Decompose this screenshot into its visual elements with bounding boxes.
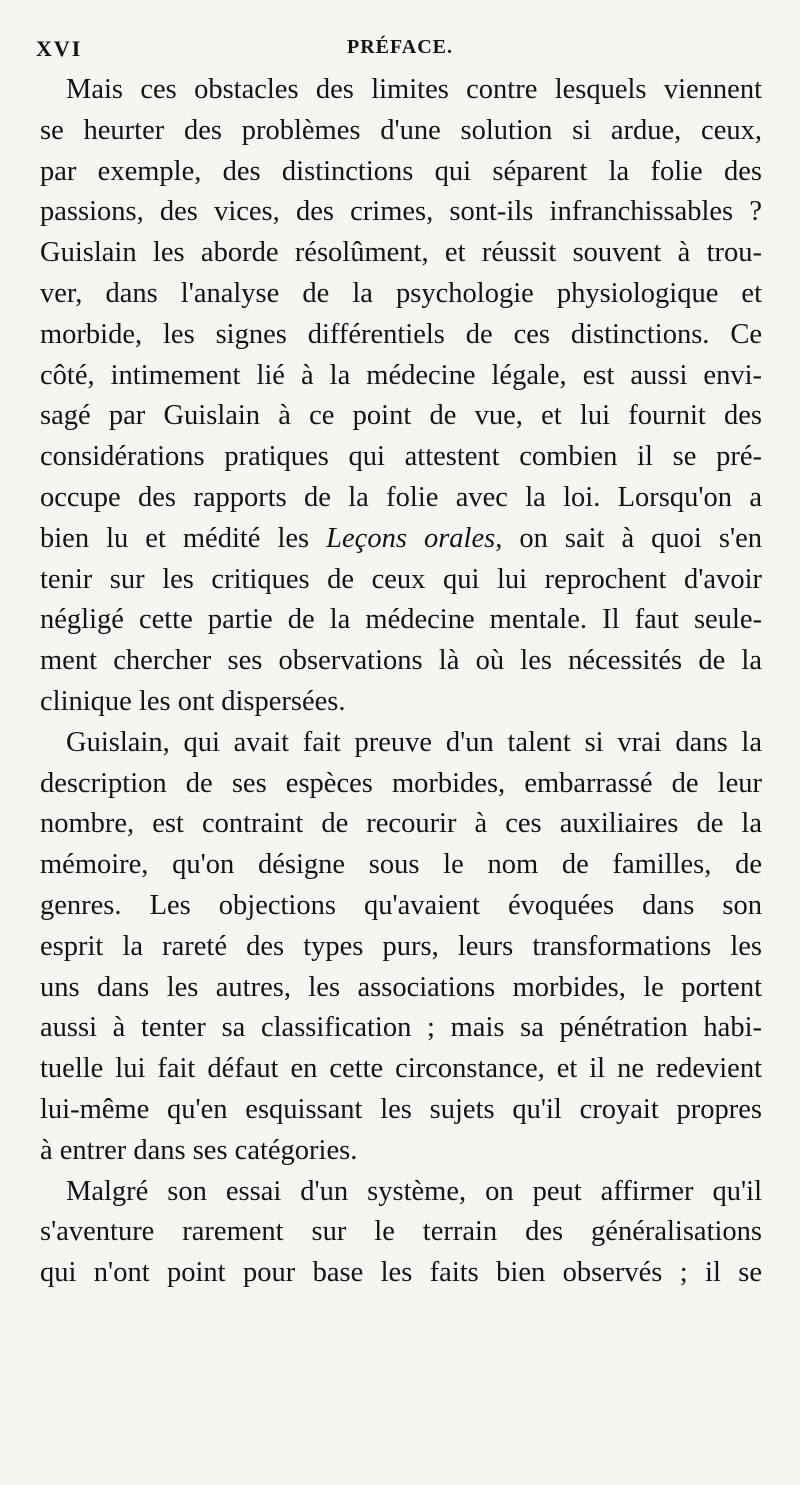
text-line: uns dans les autres, les associations morbides, le portent	[40, 971, 762, 1003]
text-line: Mais ces obstacles des limites contre lesquels viennent	[66, 74, 762, 105]
text-line: considérations pratiques qui attestent combien il se pré-	[40, 441, 762, 473]
text-line: esprit la rareté des types purs, leurs transformations les	[40, 930, 762, 962]
text-line: Malgré son essai d'un système, on peut affirmer qu'il	[66, 1175, 762, 1207]
text-line: genres. Les objections qu'avaient évoquées dans son	[40, 889, 762, 921]
text-line: passions, des vices, des crimes, sont-ils infranchissables ?	[40, 196, 762, 228]
text-line-with-title	[40, 519, 762, 560]
text-line: occupe des rapports de la folie avec la loi. Lorsqu'on a	[40, 481, 762, 513]
page-number: XVI	[36, 36, 83, 61]
paragraph-2	[40, 723, 762, 1172]
text-line: morbide, les signes différentiels de ces distinctions. Ce	[40, 318, 762, 350]
text-line: sagé par Guislain à ce point de vue, et lui fournit des	[40, 400, 762, 432]
page-header	[36, 36, 764, 66]
body-text	[40, 70, 762, 1294]
text-line: tuelle lui fait défaut en cette circonstance, et il ne redevient	[40, 1053, 762, 1085]
text-line: mémoire, qu'on désigne sous le nom de familles, de	[40, 849, 762, 881]
text-line: clinique les ont dispersées.	[40, 685, 346, 717]
text-line: s'aventure rarement sur le terrain des généralisations	[40, 1216, 762, 1248]
text-line: Guislain, qui avait fait preuve d'un talent si vrai dans la	[66, 726, 762, 758]
text-segment: bien lu et médité les	[40, 522, 327, 554]
paragraph-1	[40, 70, 762, 723]
text-line: ment chercher ses observations là où les nécessités de la	[40, 645, 762, 677]
text-line: se heurter des problèmes d'une solution si ardue, ceux,	[40, 114, 762, 146]
text-line: qui n'ont point pour base les faits bien observés ; il se	[40, 1257, 762, 1289]
text-line: aussi à tenter sa classification ; mais sa pénétration habi-	[40, 1012, 762, 1044]
text-line: à entrer dans ses catégories.	[40, 1134, 358, 1166]
running-title: PRÉFACE.	[347, 36, 453, 58]
text-line: ver, dans l'analyse de la psychologie physiologique et	[40, 277, 762, 309]
paragraph-3	[40, 1172, 762, 1294]
text-line: lui-même qu'en esquissant les sujets qu'il croyait propres	[40, 1093, 762, 1125]
text-line: tenir sur les critiques de ceux qui lui reprochent d'avoir	[40, 563, 762, 595]
text-line: Guislain les aborde résolûment, et réussit souvent à trou-	[40, 237, 762, 269]
text-line: nombre, est contraint de recourir à ces auxiliaires de la	[40, 808, 762, 840]
text-line: négligé cette partie de la médecine mentale. Il faut seule-	[40, 604, 762, 636]
text-line: description de ses espèces morbides, embarrassé de leur	[40, 767, 762, 799]
text-line: côté, intimement lié à la médecine légale, est aussi envi-	[40, 359, 762, 391]
book-title: Leçons orales	[326, 522, 496, 554]
text-segment: , on sait à quoi s'en	[495, 522, 762, 554]
text-line: par exemple, des distinctions qui séparent la folie des	[40, 155, 762, 187]
